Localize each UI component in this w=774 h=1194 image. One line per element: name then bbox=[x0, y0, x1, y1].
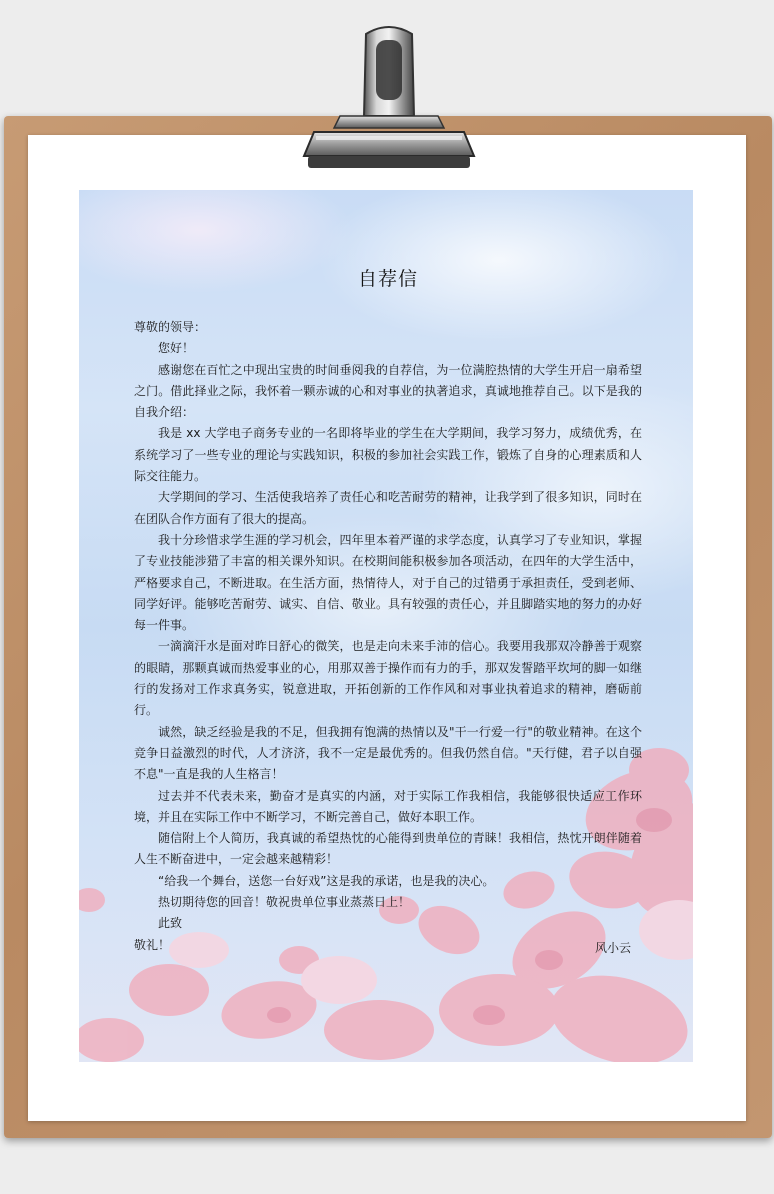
paragraph: 我十分珍惜求学生涯的学习机会，四年里本着严谨的求学态度，认真学习了专业知识，掌握了专业技能涉猎了丰富的相关课外知识。在校期间能积极参加各项活动，在四年的大学生活中，严格要求自己，不断进取。在生活方面，热情待人，对于自己的过错勇于承担责任，受到老师、同学好评。能够吃苦耐劳、诚实、自信、敬业。具有较强的责任心，并且脚踏实地的努力的办好每一件事。 bbox=[134, 532, 642, 633]
letter-title: 自荐信 bbox=[357, 268, 418, 290]
paragraph: 我是 xx 大学电子商务专业的一名即将毕业的学生在大学期间，我学习努力，成绩优秀，在系统学习了一些专业的理论与实践知识，积极的参加社会实践工作，锻炼了自身的心理素质和人际交往能力。 bbox=[134, 426, 642, 484]
paragraph: 感谢您在百忙之中现出宝贵的时间垂阅我的自荐信，为一位满腔热情的大学生开启一扇希望之门。借此择业之际，我怀着一颗赤诚的心和对事业的执著追求，真诚地推荐自己。以下是我的自我介绍： bbox=[134, 362, 642, 420]
binder-clip-icon bbox=[296, 24, 482, 176]
paragraph: 一滴滴汗水是面对昨日舒心的微笑，也是走向未来手沛的信心。我要用我那双冷静善于观察的眼睛，那颗真诚而热爱事业的心，用那双善于操作而有力的手，那双发誓踏平坎坷的脚一如继行的发扬对工作求真务实，锐意进取，开拓创新的工作作风和对事业执着追求的精神，磨砺前行。 bbox=[134, 639, 642, 718]
letter-background bbox=[79, 190, 693, 1062]
closing-line: 此致 bbox=[158, 916, 183, 931]
closing-respect: 敬礼！ bbox=[134, 937, 171, 952]
paragraph: 诚然，缺乏经验是我的不足，但我拥有饱满的热情以及"干一行爱一行"的敬业精神。在这个竞争日益激烈的时代，人才济济，我不一定是最优秀的。但我仍然自信。"天行健，君子以自强不息"一直是我的人生格言！ bbox=[134, 724, 642, 782]
greeting: 您好！ bbox=[158, 341, 195, 356]
paragraph: 大学期间的学习、生活使我培养了责任心和吃苦耐劳的精神，让我学到了很多知识，同时在在团队合作方面有了很大的提高。 bbox=[134, 490, 642, 526]
paragraph: 热切期待您的回音！敬祝贵单位事业蒸蒸日上！ bbox=[158, 895, 411, 910]
paragraph: 过去并不代表未来，勤奋才是真实的内涵，对于实际工作我相信，我能够很快适应工作环境，并且在实际工作中不断学习，不断完善自己，做好本职工作。 bbox=[134, 788, 642, 824]
paragraph: 随信附上个人简历，我真诚的希望热忱的心能得到贵单位的青睐！我相信，热忱开朗伴随着人生不断奋进中，一定会越来越精彩！ bbox=[134, 831, 642, 867]
signature: 风小云 bbox=[594, 941, 631, 955]
salutation: 尊敬的领导： bbox=[134, 320, 207, 334]
paragraph: “给我一个舞台，送您一台好戏”这是我的承诺，也是我的决心。 bbox=[158, 873, 495, 888]
letter-body bbox=[134, 317, 642, 956]
